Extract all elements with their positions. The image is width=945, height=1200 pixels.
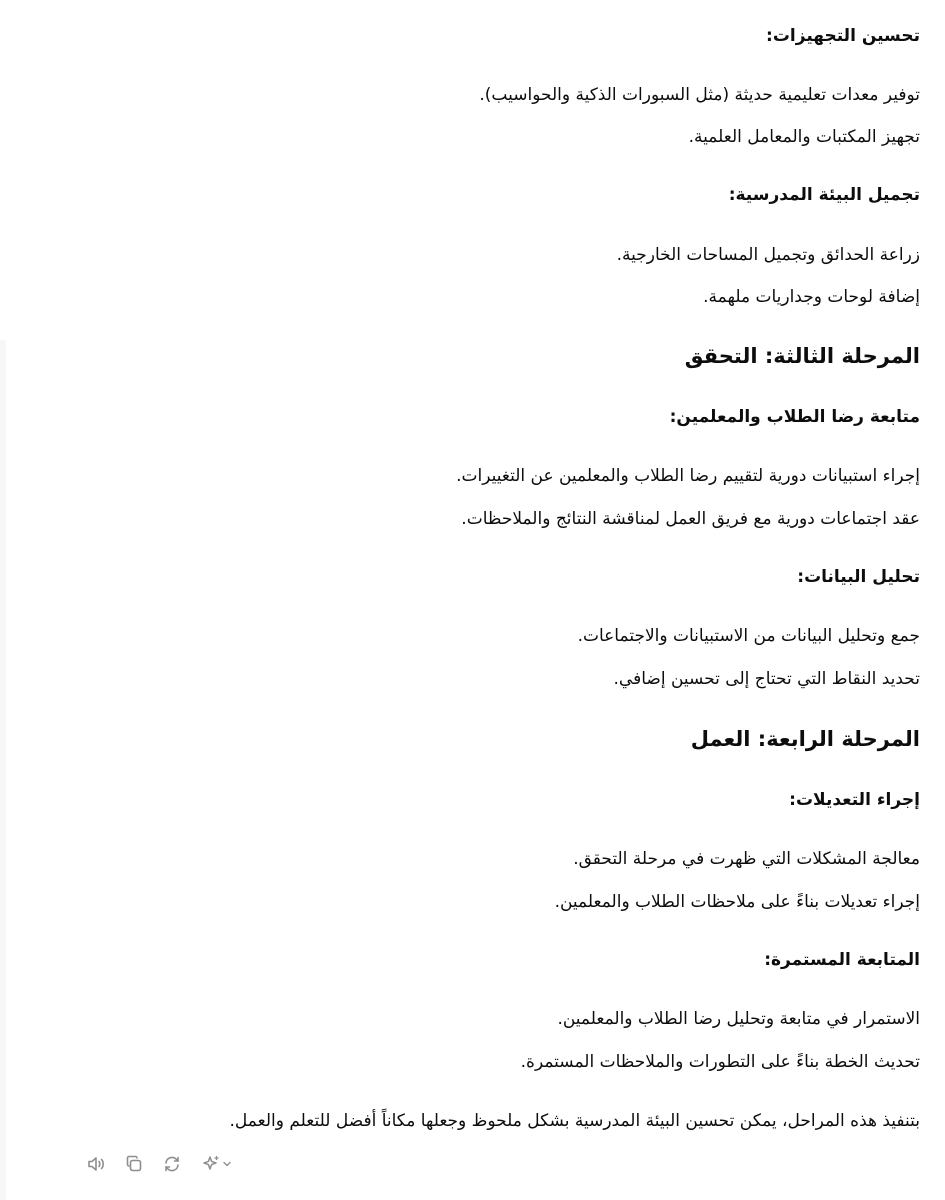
subheading-beautify: تجميل البيئة المدرسية: (728, 185, 920, 205)
subheading-follow-up: المتابعة المستمرة: (764, 950, 920, 970)
chevron-down-icon (221, 1158, 233, 1170)
phase-heading-act: المرحلة الرابعة: العمل (690, 727, 920, 751)
message-actions (84, 1152, 236, 1176)
conclusion-paragraph: بتنفيذ هذه المراحل، يمكن تحسين البيئة المدرسية بشكل ملحوظ وجعلها مكاناً أفضل للتعلم والعمل. (229, 1111, 920, 1131)
list-item: عقد اجتماعات دورية مع فريق العمل لمناقشة النتائج والملاحظات. (461, 509, 920, 529)
list-item: تحديد النقاط التي تحتاج إلى تحسين إضافي. (613, 669, 920, 689)
list-item: إضافة لوحات وجداريات ملهمة. (703, 287, 920, 307)
list-item: معالجة المشكلات التي ظهرت في مرحلة التحقق. (573, 849, 920, 869)
change-model-button[interactable] (198, 1152, 236, 1176)
subheading-data-analysis: تحليل البيانات: (797, 567, 920, 587)
subheading-equipment: تحسين التجهيزات: (766, 26, 920, 46)
list-item: جمع وتحليل البيانات من الاستبيانات والاجتماعات. (577, 626, 920, 646)
list-item: إجراء تعديلات بناءً على ملاحظات الطلاب والمعلمين. (554, 892, 920, 912)
phase-heading-check: المرحلة الثالثة: التحقق (684, 344, 920, 368)
message-left-border (0, 340, 6, 1200)
copy-button[interactable] (122, 1152, 146, 1176)
list-item: زراعة الحدائق وتجميل المساحات الخارجية. (616, 245, 920, 265)
subheading-satisfaction: متابعة رضا الطلاب والمعلمين: (669, 407, 920, 427)
list-item: الاستمرار في متابعة وتحليل رضا الطلاب والمعلمين. (557, 1009, 920, 1029)
regenerate-button[interactable] (160, 1152, 184, 1176)
subheading-adjustments: إجراء التعديلات: (789, 790, 920, 810)
copy-icon (124, 1154, 144, 1174)
sparkle-icon (201, 1154, 221, 1174)
list-item: تجهيز المكتبات والمعامل العلمية. (688, 127, 920, 147)
regenerate-icon (162, 1154, 182, 1174)
speaker-icon (86, 1154, 106, 1174)
list-item: إجراء استبيانات دورية لتقييم رضا الطلاب والمعلمين عن التغييرات. (456, 466, 920, 486)
read-aloud-button[interactable] (84, 1152, 108, 1176)
list-item: توفير معدات تعليمية حديثة (مثل السبورات الذكية والحواسيب). (479, 85, 920, 105)
list-item: تحديث الخطة بناءً على التطورات والملاحظات المستمرة. (520, 1052, 920, 1072)
